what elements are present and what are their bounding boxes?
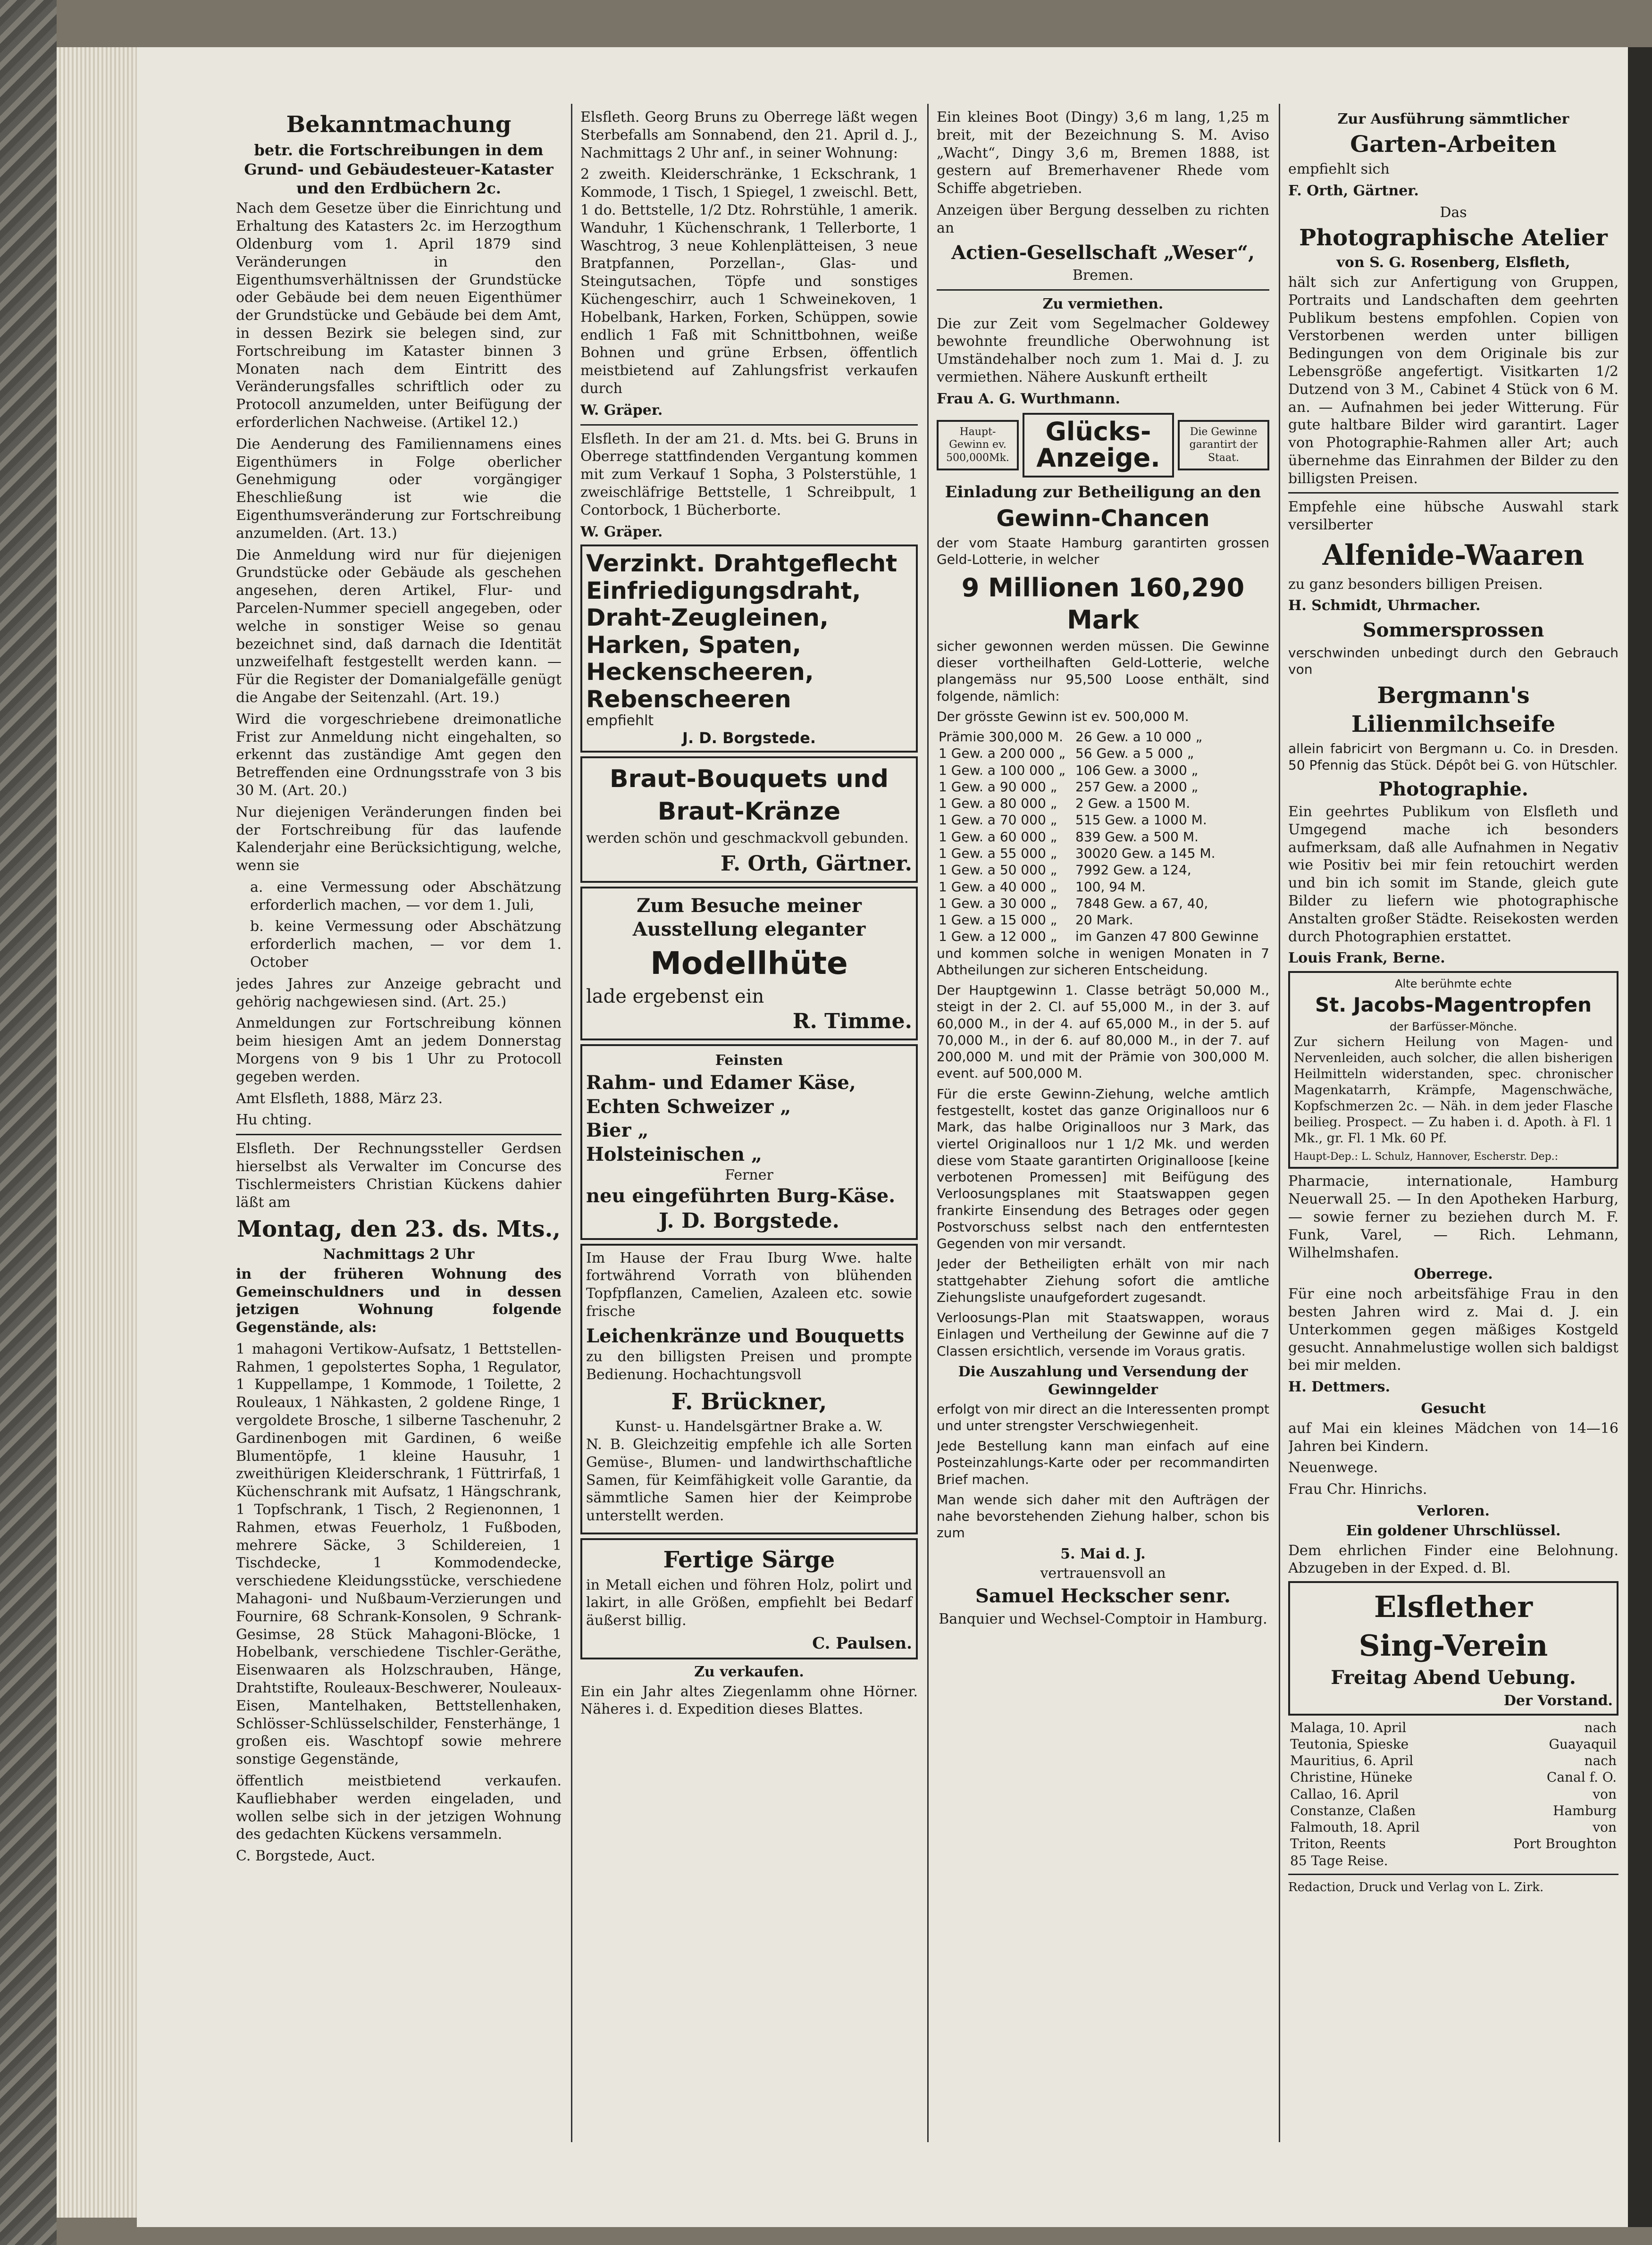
signature: R. Timme. — [792, 1009, 912, 1034]
shipping-table — [1288, 1719, 1618, 1869]
table-cell: 257 Gew. a 2000 „ — [1075, 779, 1199, 795]
ad-title: Modellhüte — [650, 945, 848, 981]
signature: F. Brückner, — [671, 1388, 827, 1415]
auction-time: Nachmittags 2 Uhr — [323, 1246, 475, 1263]
table-cell: Hamburg — [1553, 1802, 1617, 1818]
table-cell: 26 Gew. a 10 000 „ — [1075, 729, 1203, 745]
table-cell: 1 Gew. a 15 000 „ — [939, 912, 1057, 928]
table-cell: 1 Gew. a 90 000 „ — [939, 779, 1057, 795]
table-cell: Callao, 16. April — [1290, 1786, 1399, 1802]
lottery-head: Einladung zur Betheiligung an den — [945, 482, 1261, 502]
ad-coffins-box — [580, 1538, 918, 1659]
firm-sub: Banquier und Wechsel-Comptoir in Hamburg. — [939, 1610, 1267, 1627]
ad-title: Bekanntmachung — [286, 111, 512, 138]
table-cell: von — [1593, 1786, 1617, 1802]
ad-text: vertrauensvoll an — [1040, 1565, 1166, 1582]
ad-title: Garten-Arbeiten — [1350, 131, 1557, 158]
ad-text: lade ergebenst ein — [586, 985, 764, 1007]
column-4 — [1288, 109, 1618, 2128]
paragraph: Der Hauptgewinn 1. Classe beträgt 50,000 M., steigt in der 2. Cl. auf 55,000 M., in der 3. auf 60,000 M., in der 4. auf 65,000 M., in der 5. auf 70,000 M., in der 6. auf 80,000 M., in der 7. auf 200,000 M. und mit der Prämie von 300,000 M. event. auf 500,000 M. — [937, 982, 1269, 1081]
ad-title: Photographische Atelier — [1299, 224, 1608, 251]
table-cell: Prämie 300,000 M. — [939, 729, 1063, 745]
paragraph: allein fabricirt von Bergmann u. Co. in Dresden. 50 Pfennig das Stück. Dépôt bei G. von Hütschler. — [1288, 741, 1618, 773]
lottery-badge: Die Gewinne garantirt der Staat. — [1178, 420, 1269, 470]
ad-title: St. Jacobs-Magentropfen — [1315, 993, 1592, 1017]
paragraph: Für eine noch arbeitsfähige Frau in den besten Jahren wird z. Mai d. J. ein Unterkommen gegen mäßiges Kostgeld gesucht. Annahmelustige wollen sich baldigst bei mir melden. — [1288, 1286, 1618, 1374]
paragraph: Die Aenderung des Familiennamens eines Eigenthümers in Folge oberlicher Genehmigung oder vorgängiger Eheschließung ist wie die Eigenthumsveränderung zur Fortschreibung anzumelden. (Art. 13.) — [236, 436, 562, 542]
paragraph: Elsfleth. Der Rechnungssteller Gerdsen hierselbst als Verwalter im Concurse des Tischlermeisters Christian Kückens dahier läßt am — [236, 1140, 562, 1211]
ad-line: Heckenscheeren, — [586, 658, 814, 686]
divider — [1288, 1874, 1618, 1875]
prize-row — [937, 795, 1269, 812]
paragraph: N. B. Gleichzeitig empfehle ich alle Sorten Gemüse-, Blumen- und landwirthschaftliche Samen, für Keimfähigkeit volle Garantie, da sämmtliche Samen hier der Keimprobe unterstellt werden. — [586, 1436, 912, 1525]
prize-row — [937, 829, 1269, 845]
lottery-head: Die Auszahlung und Versendung der Gewinngelder — [958, 1363, 1248, 1398]
ad-line: Rahm- und Edamer Käse, — [586, 1072, 856, 1094]
lottery-head: Gewinn-Chancen — [996, 505, 1210, 532]
table-cell: nach — [1584, 1753, 1617, 1769]
paragraph: sicher gewonnen werden müssen. Die Gewinne dieser vortheilhaften Geld-Lotterie, welche plangemäss nur 95,500 Loose enthält, sind folgende, nämlich: — [937, 638, 1269, 704]
ad-title: Elsflether — [1374, 1590, 1533, 1625]
paragraph: jedes Jahres zur Anzeige gebracht und gehörig nachgewiesen sind. (Art. 25.) — [236, 975, 562, 1010]
table-cell: 56 Gew. a 5 000 „ — [1075, 746, 1194, 762]
ad-head: Feinsten — [715, 1052, 783, 1069]
paragraph: Die Anmeldung wird nur für diejenigen Grundstücke oder Gebäude als geschehen angesehen, deren Artikel, Flur- und Parcelen-Nummer speciell angegeben, oder welche in sonstiger Weise so genau bezeichnet sind, daß darnach die Identität unzweifelhaft festgestellt werden kann. — Für die Register der Domanialgefälle genügt die Angabe der Seitenzahl. (Art. 19.) — [236, 546, 562, 706]
table-cell: Malaga, 10. April — [1290, 1719, 1407, 1735]
ad-head: Zur Ausführung sämmtlicher — [1337, 111, 1569, 127]
signature: W. Gräper. — [580, 523, 663, 540]
paragraph: Neuenwege. — [1288, 1459, 1378, 1476]
table-cell — [1471, 1852, 1618, 1869]
paragraph: verschwinden unbedingt durch den Gebrauch von — [1288, 645, 1618, 677]
paragraph: zu ganz besonders billigen Preisen. — [1288, 576, 1543, 593]
prize-row — [937, 845, 1269, 862]
ship-row — [1288, 1819, 1618, 1835]
signature-date: Amt Elsfleth, 1888, März 23. — [236, 1090, 443, 1107]
paragraph: werden schön und geschmackvoll gebunden. — [586, 829, 909, 846]
column-rule — [927, 104, 929, 2142]
paragraph: Pharmacie, internationale, Hamburg Neuerwall 25. — In den Apotheken Harburg, — sowie ferner zu beziehen durch M. F. Funk, Varel, — Rich. Lehmann, Wilhelmshafen. — [1288, 1173, 1618, 1261]
table-cell: nach — [1584, 1719, 1617, 1735]
ship-row — [1288, 1786, 1618, 1802]
table-cell: 1 Gew. a 100 000 „ — [939, 762, 1066, 778]
lottery-title: Anzeige. — [1036, 443, 1160, 473]
table-cell: 2 Gew. a 1500 M. — [1075, 796, 1191, 812]
signature: J. D. Borgstede. — [682, 729, 816, 747]
signature: W. Gräper. — [580, 402, 663, 419]
table-cell: Port Broughton — [1513, 1836, 1617, 1852]
table-cell: 7992 Gew. a 124, — [1075, 862, 1191, 878]
ad-magentropfen-box — [1288, 971, 1618, 1169]
table-cell: 100, 94 M. — [1075, 879, 1146, 895]
paragraph: zu den billigsten Preisen und prompte Bedienung. Hochachtungsvoll — [586, 1349, 912, 1383]
table-cell: Constanze, Claßen — [1290, 1802, 1416, 1818]
imprint: Redaction, Druck und Verlag von L. Zirk. — [1288, 1880, 1544, 1894]
prize-row — [937, 745, 1269, 762]
table-cell: 30020 Gew. a 145 M. — [1075, 846, 1216, 861]
table-cell: 1 Gew. a 50 000 „ — [939, 862, 1057, 878]
prize-row — [937, 729, 1269, 745]
prize-row — [937, 912, 1269, 928]
paragraph: Die zur Zeit vom Segelmacher Goldewey bewohnte freundliche Oberwohnung ist Umständehalber noch zum 1. Mai d. J. zu vermiethen. Nähere Auskunft ertheilt — [937, 315, 1269, 385]
signature: C. Paulsen. — [812, 1633, 912, 1653]
paragraph: Man wende sich daher mit den Aufträgen der nahe bevorstehenden Ziehung halber, schon bis zum — [937, 1491, 1269, 1541]
table-cell: 1 Gew. a 60 000 „ — [939, 829, 1057, 845]
signature: H. Dettmers. — [1288, 1379, 1391, 1396]
paragraph: Anzeigen über Bergung desselben zu richten an — [937, 201, 1269, 236]
signature: Hu chting. — [236, 1112, 312, 1129]
ad-head: Alte berühmte echte — [1395, 977, 1512, 991]
paragraph: Anmeldungen zur Fortschreibung können beim hiesigen Amt an jedem Donnerstag Morgens von 9 bis 1 Uhr zu Protocoll gegeben werden. — [236, 1015, 562, 1085]
table-cell: Guayaquil — [1549, 1736, 1617, 1752]
column-rule — [1279, 104, 1280, 2142]
paragraph: Nur diejenigen Veränderungen finden bei der Fortschreibung für das laufende Kalenderjahr eine Berücksichtigung, welche, wenn sie — [236, 804, 562, 874]
table-cell: Mauritius, 6. April — [1290, 1753, 1414, 1769]
prize-row — [937, 879, 1269, 895]
prize-row — [937, 762, 1269, 779]
ad-title: Oberrege. — [1414, 1266, 1493, 1283]
ad-sub: Freitag Abend Uebung. — [1331, 1667, 1576, 1689]
prize-table — [937, 729, 1269, 945]
table-cell: Triton, Reents — [1290, 1836, 1386, 1852]
ad-line: Verzinkt. Drahtgeflecht — [586, 550, 897, 578]
ad-title: Verloren. — [1417, 1502, 1490, 1519]
table-cell: 839 Gew. a 500 M. — [1075, 829, 1199, 845]
ad-title: Bergmann's Lilienmilchseife — [1351, 682, 1556, 737]
ad-title: Gesucht — [1421, 1400, 1486, 1417]
signature: Frau Chr. Hinrichs. — [1288, 1481, 1427, 1498]
ad-line: Leichenkränze und Bouquetts — [586, 1324, 905, 1347]
ad-text: Ferner — [725, 1167, 773, 1184]
signature: F. Orth, Gärtner. — [1288, 183, 1419, 200]
prize-row — [937, 862, 1269, 878]
column-3 — [937, 109, 1269, 2128]
ad-line: Einfriedigungsdraht, — [586, 577, 861, 604]
table-cell: 1 Gew. a 55 000 „ — [939, 846, 1057, 861]
prize-row — [937, 895, 1269, 912]
ad-title: Braut-Bouquets und — [610, 764, 889, 793]
ship-row — [1288, 1769, 1618, 1785]
signature: Louis Frank, Berne. — [1288, 950, 1445, 967]
paragraph: 1 mahagoni Vertikow-Aufsatz, 1 Bettstellen-Rahmen, 1 gepolstertes Sopha, 1 Regulator, 1 Kuppellampe, 1 Kommode, 1 Toilette, 2 Rouleaux, 1 Nähkasten, 2 goldene Ringe, 1 vergoldete Brosche, 1 silberne Taschenuhr, 2 Gardinenbogen mit Gardinen, 6 weiße Blumentöpfe, 1 kleine Hausuhr, 1 zweithürigen Kleiderschrank, 1 Füttrirfaß, 1 Küchenschrank mit Aufsatz, 1 Hängschrank, 1 Topfschrank, 1 Tisch, 2 Regienonnen, 1 Rahmen, etwas Feuerholz, 1 Fußboden, mehrere Säcke, 3 Schildereien, 1 Tischdecke, 1 Kommodendecke, verschiedene Kleidungsstücke, verschiedene Mahagoni- und Nußbaum-Verzierungen und Fournire, 68 Schrank-Konsolen, 9 Schrank-Gesimse, 28 Stück Mahagoni-Blöcke, 1 Hobelbank, verschiedene Tischler-Geräthe, Eisenwaaren als Holzschrauben, Hänge, Drahtstifte, Rouleaux-Beschwerer, Nouleaux-Eisen, Mantelhaken, Bettstellenhaken, Schlösser-Schlüsselschilder, Fensterhänge, 1 großen eis. Waschtopf sowie mehrere sonstige Gegenstände, — [236, 1340, 562, 1768]
divider — [937, 289, 1269, 291]
list-item: a. eine Vermessung oder Abschätzung erforderlich machen, — vor dem 1. Juli, — [250, 879, 562, 913]
ad-subtitle: betr. die Fortschreibungen in dem Grund- und Gebäudesteuer-Kataster und den Erdbüchern 2c. — [244, 141, 553, 198]
lottery-amount: 9 Millionen 160,290 Mark — [961, 572, 1245, 635]
signature: J. D. Borgstede. — [659, 1209, 839, 1233]
ad-flowers-box — [580, 1244, 918, 1534]
paragraph: Jede Bestellung kann man einfach auf eine Posteinzahlungs-Karte oder per recommandirten Brief machen. — [937, 1438, 1269, 1487]
paragraph: in der früheren Wohnung des Gemeinschuldners und in dessen jetzigen Wohnung folgende Gegenstände, als: — [236, 1265, 562, 1336]
lottery-badge: Haupt-Gewinn ev. 500,000Mk. — [937, 420, 1019, 470]
paragraph: öffentlich meistbietend verkaufen. Kaufliebhaber werden eingeladen, und wollen selbe sich in der jetzigen Wohnung des gedachten Kückens versammeln. — [236, 1773, 562, 1843]
ad-sub: der Barfüsser-Mönche. — [1389, 1020, 1518, 1034]
table-cell: Falmouth, 18. April — [1290, 1819, 1420, 1835]
list-item: b. keine Vermessung oder Abschätzung erforderlich machen, — vor dem 1. October — [250, 918, 562, 971]
firm-city: Bremen. — [1072, 267, 1134, 284]
ad-text: Das — [1440, 204, 1467, 221]
paragraph: empfiehlt sich — [1288, 161, 1390, 178]
ad-bouquets-box — [580, 756, 918, 883]
paragraph: der vom Staate Hamburg garantirten grossen Geld-Lotterie, in welcher — [937, 535, 1269, 568]
table-cell: Teutonia, Spieske — [1290, 1736, 1409, 1752]
column-2 — [580, 109, 918, 2128]
ad-title: Photographie. — [1378, 778, 1528, 800]
signature: C. Borgstede, Auct. — [236, 1848, 376, 1865]
ad-sub: von S. G. Rosenberg, Elsfleth, — [1336, 254, 1570, 271]
table-cell: 1 Gew. a 30 000 „ — [939, 895, 1057, 911]
table-cell: 20 Mark. — [1075, 912, 1133, 928]
ad-line: neu eingeführten Burg-Käse. — [586, 1184, 896, 1207]
ad-title: Ein goldener Uhrschlüssel. — [1346, 1522, 1561, 1539]
ad-cheese-box — [580, 1044, 918, 1240]
ad-line: Echten Schweizer „ — [586, 1095, 791, 1118]
paragraph: hält sich zur Anfertigung von Gruppen, Portraits und Landschaften dem geehrten Publikum bestens empfohlen. Copien von Verstorbenen werden unter billigen Bedingungen von dem Originale bis zur Lebensgröße angefertigt. Visitkarten 1/2 Dutzend von 3 M., Cabinet 4 Stück von 6 M. an. — Aufnahmen bei jeder Witterung. Für gute haltbare Bilder wird garantirt. Lager von Photographie-Rahmen aller Art; auch übernehme das Einrahmen der Bilder zu den billigsten Preisen. — [1288, 274, 1618, 487]
paragraph: Zur sichern Heilung von Magen- und Nervenleiden, auch solcher, die allen bisherigen Heilmitteln widerstanden, spec. chronischer Magenkatarrh, Krämpfe, Magenschwäche, Kopfschmerzen 2c. — Näh. in dem jeder Flasche beilieg. Prospect. — Zu haben i. d. Apoth. à Fl. 1 Mk., gr. Fl. 1 Mk. 60 Pf. — [1294, 1034, 1613, 1146]
ad-depot: Haupt-Dep.: L. Schulz, Hannover, Escherstr. Dep.: — [1294, 1150, 1559, 1163]
table-cell: Christine, Hüneke — [1290, 1769, 1413, 1785]
paragraph: auf Mai ein kleines Mädchen von 14—16 Jahren bei Kindern. — [1288, 1420, 1618, 1455]
signature: Frau A. G. Wurthmann. — [937, 390, 1120, 407]
paragraph: 2 zweith. Kleiderschränke, 1 Eckschrank, 1 Kommode, 1 Tisch, 1 Spiegel, 1 zweischl. Bett, 1 do. Bettstelle, 1/2 Dtz. Rohrstühle, 1 amerik. Wanduhr, 1 Küchenschrank, 1 Tellerborte, 1 Waschtrog, 3 neue Kohlenplätteisen, 3 neue Bratpfannen, Porzellan-, Glas- und Steingutsachen, Töpfe und sonstiges Küchengeschirr, auch 1 Schweinekoven, 1 Hobelbank, Harken, Forken, Schüppen, sowie endlich 1 Faß mit Schnittbohnen, weiße Bohnen und grüne Erbsen, öffentlich meistbietend auf Zahlungsfrist verkaufen durch — [580, 166, 918, 397]
divider — [1288, 492, 1618, 494]
table-cell: 1 Gew. a 80 000 „ — [939, 796, 1057, 812]
paragraph: Nach dem Gesetze über die Einrichtung und Erhaltung des Katasters 2c. im Herzogthum Oldenburg vom 1. April 1879 sind Veränderungen in den Eigenthumsverhältnissen der Grundstücke oder Gebäude bei dem neuen Eigenthümer der Grundstücke und Gebäude bei dem Amt, in dessen Bezirk sie belegen sind, zur Fortschreibung im Kataster binnen 3 Monaten nach dem Eintritt des Veränderungsfalles schriftlich oder zu Protocoll anzumelden, unter Beifügung der erforderlichen Nachweise. (Artikel 12.) — [236, 200, 562, 431]
page-dark-edge — [1628, 47, 1652, 2227]
paragraph: Für die erste Gewinn-Ziehung, welche amtlich festgestellt, kostet das ganze Originalloos nur 6 Mark, das halbe Originalloos nur 3 Mark, das viertel Originalloos nur 1 1/2 Mk. und werden diese vom Staate garantirten Originalloose [keine verbotenen Promessen] mit Beifügung des Verloosungsplanes mit Staatswappen gegen frankirte Einsendung des Betrages oder gegen Postvorschuss selbst nach den entferntesten Gegenden von mir versandt. — [937, 1086, 1269, 1252]
paragraph: Wird die vorgeschriebene dreimonatliche Frist zur Anmeldung nicht eingehalten, so erkennt das zuständige Amt gegen den Betreffenden eine Ordnungsstrafe von 3 bis 30 M. (Art. 20.) — [236, 711, 562, 799]
paragraph: Ein geehrtes Publikum von Elsfleth und Umgegend mache ich besonders aufmerksam, daß alle Aufnahmen in Negativ wie Positiv bei mir fein retouchirt werden und bin ich somit im Stande, gleich gute Bilder zu liefern wie photographische Anstalten großer Städte. Reisekosten werden durch Photographien erstattet. — [1288, 804, 1618, 945]
signature: F. Orth, Gärtner. — [721, 852, 912, 876]
signature: H. Schmidt, Uhrmacher. — [1288, 597, 1481, 614]
paragraph: Elsfleth. In der am 21. d. Mts. bei G. Bruns in Oberrege stattfindenden Vergantung kommen mit zum Verkauf 1 Sopha, 3 Polsterstühle, 1 zweischläfrige Bettstelle, 1 Schreibpult, 1 Contorbock, 1 Bücherborte. — [580, 430, 918, 519]
prize-row — [937, 812, 1269, 828]
paragraph: Jeder der Betheiligten erhält von mir nach stattgehabter Ziehung sofort die amtliche Ziehungsliste unaufgefordert zugesandt. — [937, 1256, 1269, 1305]
ad-line: Draht-Zeugleinen, — [586, 604, 829, 632]
page-stack-edge — [57, 47, 137, 2218]
ad-hardware-box — [580, 544, 918, 752]
table-cell: 1 Gew. a 40 000 „ — [939, 879, 1057, 895]
ad-line: Rebenscheeren — [586, 685, 791, 713]
lottery-title: Glücks- — [1045, 416, 1151, 446]
table-cell: 7848 Gew. a 67, 40, — [1075, 895, 1208, 911]
table-cell: 1 Gew. a 200 000 „ — [939, 746, 1066, 762]
table-cell: Canal f. O. — [1546, 1769, 1617, 1785]
ad-line: Holsteinischen „ — [586, 1143, 763, 1165]
book-binding — [0, 0, 57, 2245]
ship-row — [1288, 1852, 1618, 1869]
divider — [236, 1134, 562, 1135]
ad-hats-box — [580, 887, 918, 1040]
ad-title: Sommersprossen — [1362, 619, 1544, 642]
ship-row — [1288, 1752, 1618, 1769]
column-1 — [236, 109, 562, 2128]
lottery-date: 5. Mai d. J. — [1060, 1545, 1146, 1562]
divider — [580, 424, 918, 426]
paragraph: Im Hause der Frau Iburg Wwe. halte fortwährend Vorrath von blühenden Topfpflanzen, Camelien, Azaleen etc. sowie frische — [586, 1249, 912, 1320]
table-cell: 85 Tage Reise. — [1290, 1852, 1388, 1868]
ad-title: Braut-Kränze — [657, 797, 841, 826]
paragraph: und kommen solche in wenigen Monaten in 7 Abtheilungen zur sicheren Entscheidung. — [937, 945, 1269, 978]
ad-line: Bier „ — [586, 1119, 649, 1142]
prize-row — [937, 928, 1269, 945]
ad-note: empfiehlt — [586, 712, 654, 729]
lottery-header — [937, 413, 1269, 477]
ad-title: Fertige Särge — [663, 1547, 835, 1574]
firm-name: Actien-Gesellschaft „Weser“, — [951, 241, 1255, 264]
ad-title: Zu verkaufen. — [694, 1663, 804, 1680]
table-cell: von — [1593, 1819, 1617, 1835]
ad-sub: Kunst- u. Handelsgärtner Brake a. W. — [615, 1418, 883, 1435]
paragraph: Dem ehrlichen Finder eine Belohnung. Abzugeben in der Exped. d. Bl. — [1288, 1542, 1618, 1577]
paragraph: Verloosungs-Plan mit Staatswappen, woraus Einlagen und Vertheilung der Gewinne auf die 7 Classen ersichtlich, versende im Voraus gratis. — [937, 1310, 1269, 1359]
paragraph: in Metall eichen und föhren Holz, polirt und lakirt, in alle Größen, empfiehlt bei Bedarf äußerst billig. — [586, 1576, 912, 1629]
lottery-title-box — [1023, 413, 1174, 477]
signature: Der Vorstand. — [1503, 1692, 1613, 1709]
table-cell: 1 Gew. a 70 000 „ — [939, 812, 1057, 828]
ad-title: Zu vermiethen. — [1042, 295, 1164, 312]
table-cell: 106 Gew. a 3000 „ — [1075, 762, 1199, 778]
prize-row — [937, 779, 1269, 795]
column-rule — [571, 104, 572, 2142]
table-cell: 515 Gew. a 1000 M. — [1075, 812, 1207, 828]
table-cell: 1 Gew. a 12 000 „ — [939, 929, 1057, 945]
paragraph: Elsfleth. Georg Bruns zu Oberrege läßt wegen Sterbefalls am Sonnabend, den 21. April d. J., Nachmittags 2 Uhr anf., in seiner Wohnung: — [580, 109, 918, 161]
paragraph: Empfehle eine hübsche Auswahl stark versilberter — [1288, 499, 1618, 534]
table-cell: im Ganzen 47 800 Gewinne — [1075, 929, 1259, 945]
ship-row — [1288, 1719, 1618, 1736]
firm-name: Samuel Heckscher senr. — [975, 1585, 1231, 1608]
auction-date: Montag, den 23. ds. Mts., — [237, 1216, 561, 1243]
ad-line: Harken, Spaten, — [586, 631, 802, 659]
ad-head: Zum Besuche meiner Ausstellung eleganter — [632, 894, 866, 941]
paragraph: Der grösste Gewinn ist ev. 500,000 M. — [937, 708, 1189, 724]
paragraph: erfolgt von mir direct an die Interessenten prompt und unter strengster Verschwiegenheit. — [937, 1401, 1269, 1433]
paragraph: Ein ein Jahr altes Ziegenlamm ohne Hörner. Näheres i. d. Expedition dieses Blattes. — [580, 1683, 918, 1718]
ship-row — [1288, 1736, 1618, 1752]
ad-singverein-box — [1288, 1581, 1618, 1715]
ship-row — [1288, 1802, 1618, 1819]
paragraph: Ein kleines Boot (Dingy) 3,6 m lang, 1,25 m breit, mit der Bezeichnung S. M. Aviso „Wacht“, Dingy 3,6 m, Bremen 1888, ist gestern auf Bremerhavener Rhede vom Schiffe abgetrieben. — [937, 109, 1269, 197]
ad-title: Sing-Verein — [1358, 1628, 1548, 1663]
ship-row — [1288, 1835, 1618, 1852]
ad-title: Alfenide-Waaren — [1322, 539, 1585, 572]
